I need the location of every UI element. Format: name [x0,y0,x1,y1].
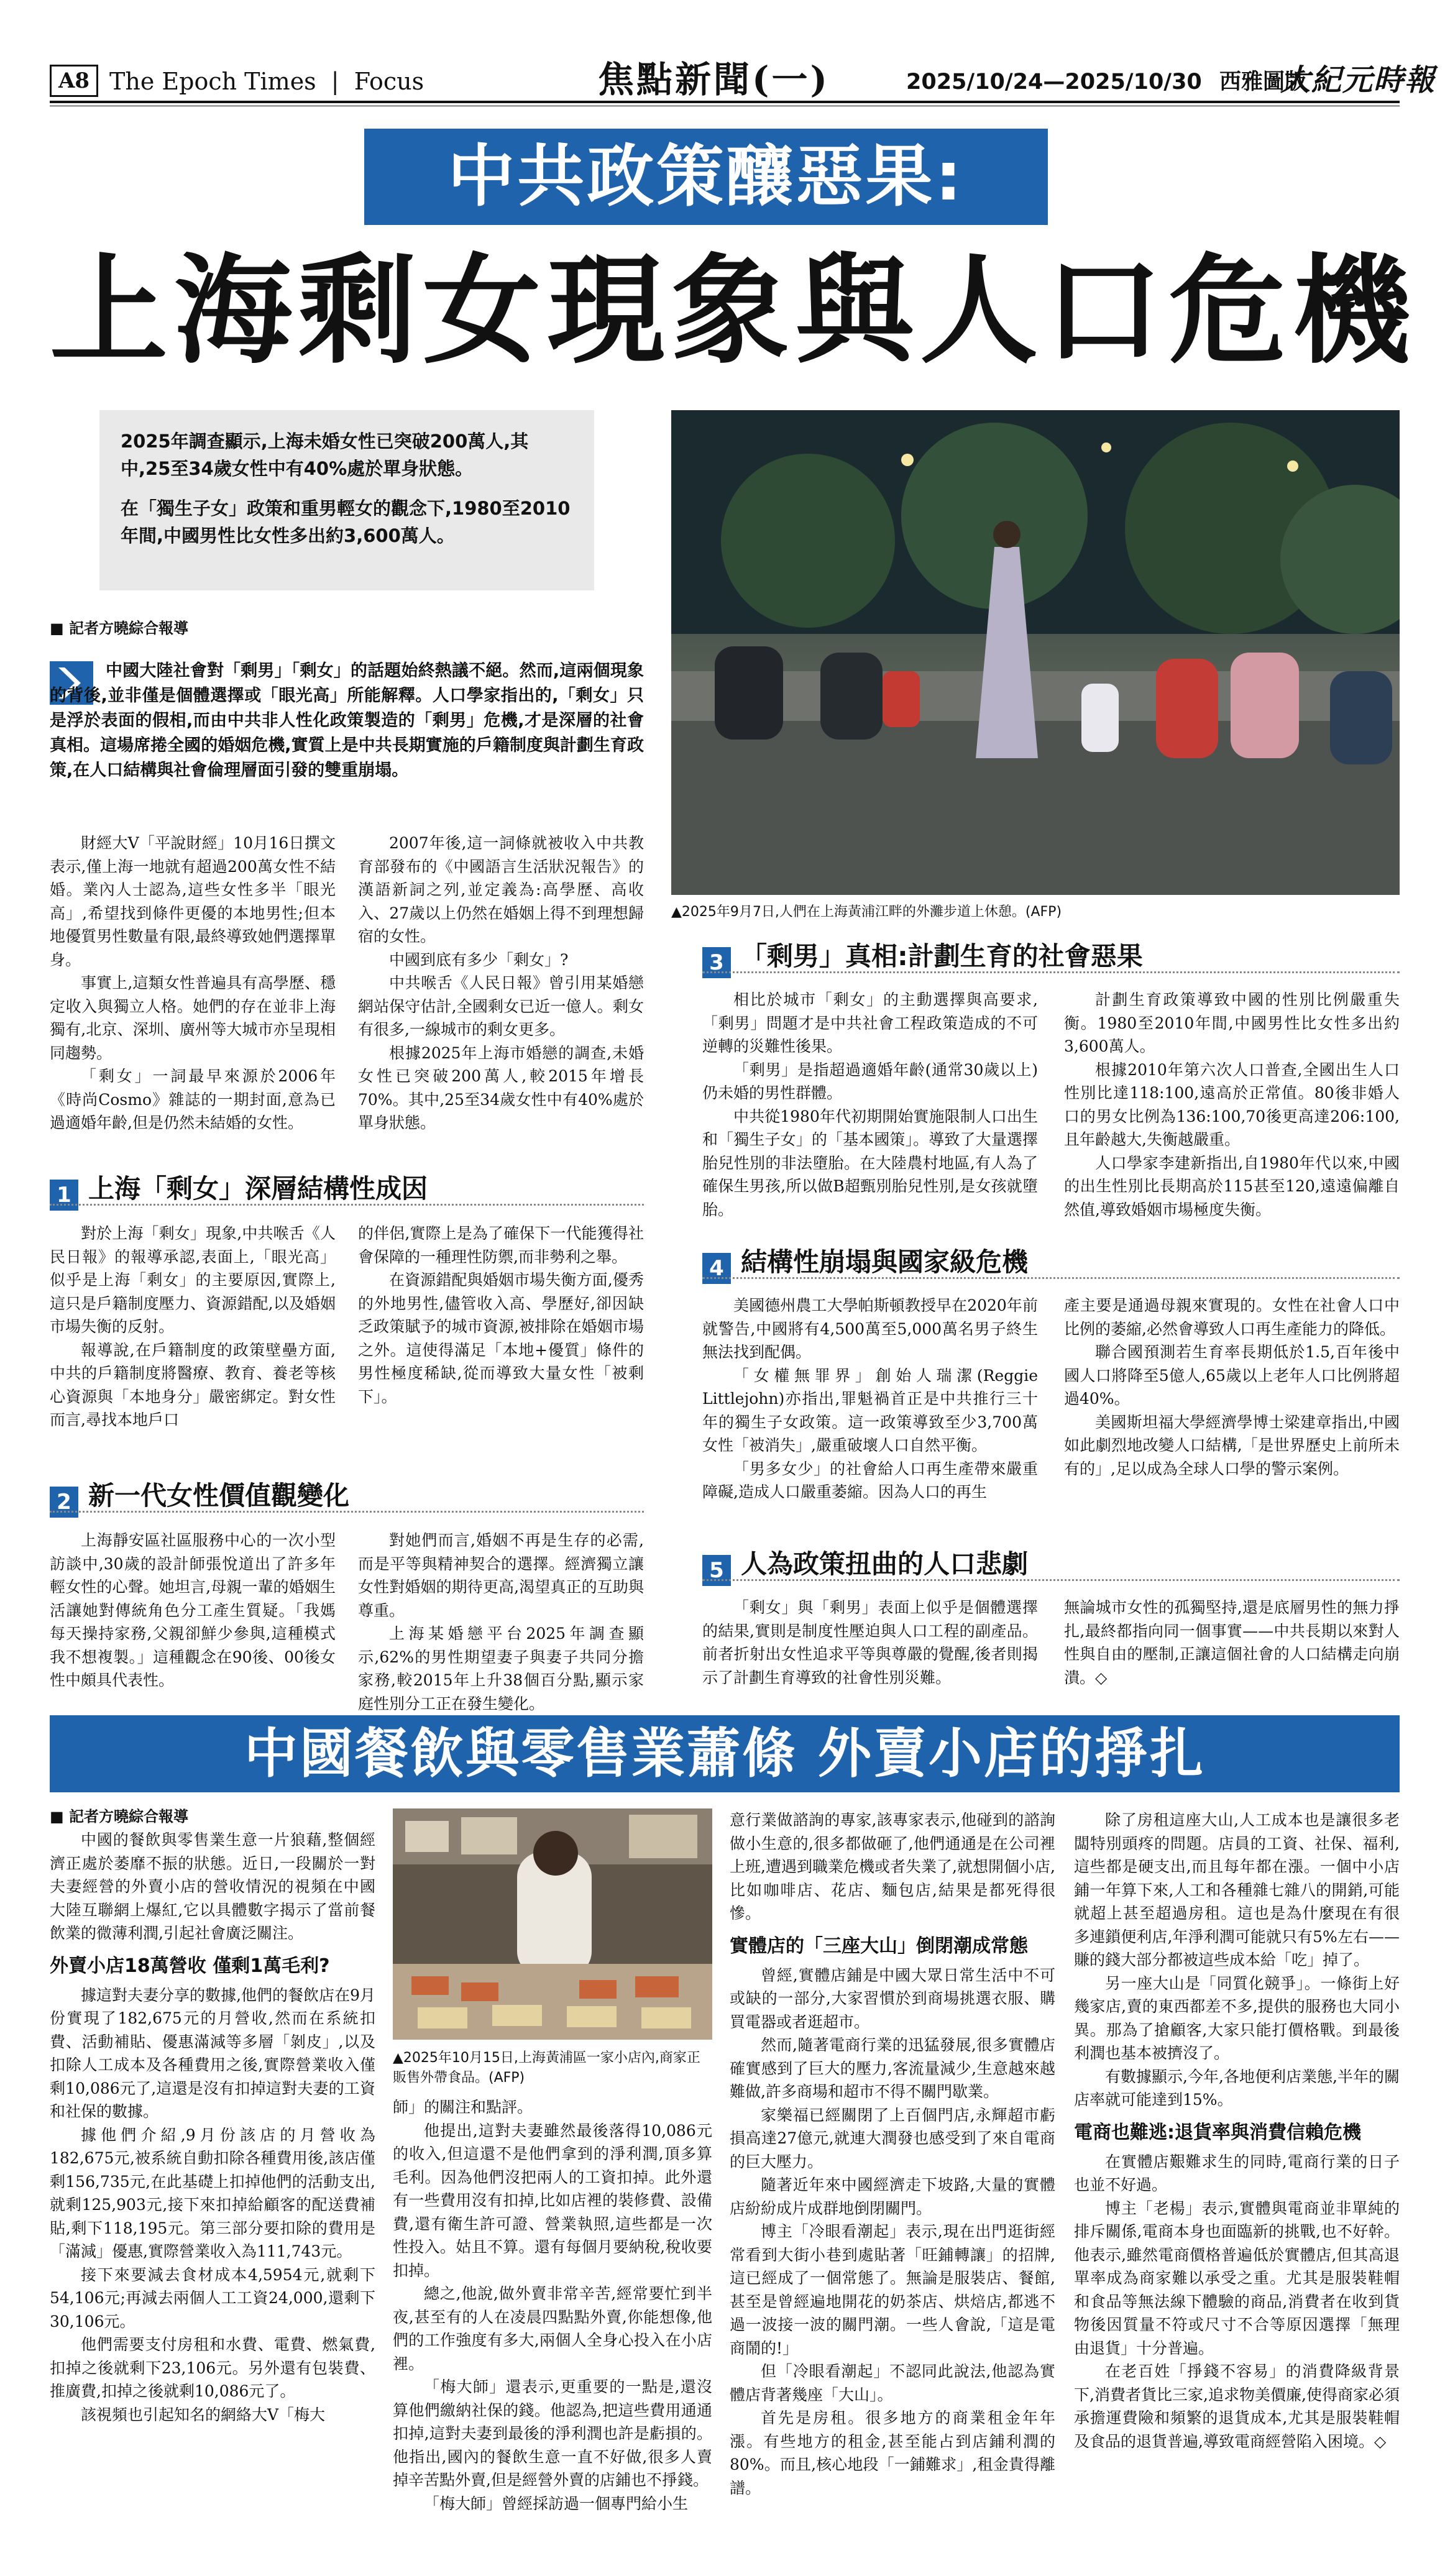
story2-banner [50,1715,1400,1792]
story1-photo-caption: ▲2025年9月7日,人們在上海黃浦江畔的外灘步道上休憩。(AFP) [671,904,1062,920]
story2-photo-caption: ▲2025年10月15日,上海黃浦區一家小店內,商家正販售外帶食品。(AFP) [393,2050,700,2086]
masthead-rule [50,101,1400,103]
section-3-heading [702,940,1400,977]
paragraph: 然而,隨著電商行業的迅猛發展,很多實體店確實感到了巨大的壓力,客流量減少,生意越來越難做,許多商場和超市不得不關門歇業。 [730,2036,1055,2101]
section-5-column-1 [702,1596,1038,1689]
paragraph: 他們需要支付房租和水費、電費、燃氣費,扣掉之後就剩下23,106元。另外還有包裝費、推廣費,扣掉之後就剩10,086元了。 [50,2335,375,2400]
paragraph: 據這對夫妻分享的數據,他們的餐飲店在9月份實現了182,675元的月營收,然而在系統扣費、活動補貼、優惠滿減等多層「剝皮」,以及扣除人工成本及各種費用之後,實際營業收入僅剩10,086元了,這還是沒有扣掉這對夫妻的工資和社保的數據。 [50,1986,375,2120]
paragraph: 對她們而言,婚姻不再是生存的必需,而是平等與精神契合的選擇。經濟獨立讓女性對婚姻的期待更高,渴望真正的互助與尊重。 [358,1531,644,1620]
photo-illustration [393,1808,712,2040]
section-3-column-2 [1064,988,1400,1221]
paragraph: 事實上,這類女性普遍具有高學歷、穩定收入與獨立人格。她們的存在並非上海獨有,北京、深圳、廣州等大城市亦呈現相同趨勢。 [50,974,336,1062]
paragraph: 在資源錯配與婚姻市場失衡方面,優秀的外地男性,儘管收入高、學歷好,卻因缺乏政策賦予的城市資源,被排除在婚姻市場之外。這使得滿足「本地+優質」條件的男性極度稀缺,從而導致大量女性「被剩下」。 [358,1271,644,1406]
paper-name: The Epoch Times [109,68,316,95]
section-5-heading [702,1547,1400,1585]
paragraph: 他提出,這對夫妻雖然最後落得10,086元的收入,但這還不是他們拿到的淨利潤,頂多算毛利。因為他們沒把兩人的工資扣掉。此外還有一些費用沒有扣掉,比如店裡的裝修費、設備費,還有衛生許可證、營業執照,這些都是一次性投入。姑且不算。還有每個月要納稅,稅收要扣掉。 [393,2121,712,2280]
paragraph: 根據2010年第六次人口普查,全國出生人口性別比達118:100,遠高於正常值。80後非婚人口的男女比例為136:100,70後更高達206:100,且年齡越大,失衡越嚴重。 [1064,1060,1400,1148]
paragraph: 產主要是通過母親來實現的。女性在社會人口中比例的萎縮,必然會導致人口再生產能力的降低。 [1064,1296,1400,1338]
paragraph: 「剩男」是指超過適婚年齡(通常30歲以上)仍未婚的男性群體。 [702,1060,1038,1102]
section-title: 上海「剩女」深層結構性成因 [88,1173,434,1204]
paragraph: 「男多女少」的社會給人口再生產帶來嚴重障礙,造成人口嚴重萎縮。因為人口的再生 [702,1459,1038,1501]
paragraph: 中共喉舌《人民日報》曾引用某婚戀網站保守估計,全國剩女已近一億人。剩女有很多,一線城市的剩女更多。 [358,974,644,1038]
story2-photo [393,1808,712,2040]
paragraph: 意行業做諮詢的專家,該專家表示,他碰到的諮詢做小生意的,很多都做砸了,他們通通是在公司裡上班,遭遇到職業危機或者失業了,就想開個小店,比如咖啡店、花店、麵包店,結果是都死得很慘。 [730,1811,1055,1922]
section-4-heading [702,1245,1400,1283]
section-title: 結構性崩塌與國家級危機 [741,1247,1034,1277]
section-2-column-2 [358,1529,644,1715]
section-number: 4 [702,1253,731,1284]
subheading: 外賣小店18萬營收 僅剩1萬毛利? [50,1955,330,1977]
paragraph: 在實體店艱難求生的同時,電商行業的日子也並不好過。 [1074,2152,1400,2194]
paragraph: 「梅大師」還表示,更重要的一點是,還沒算他們繳納社保的錢。他認為,把這些費用通通扣掉,這對夫妻到最後的淨利潤也許是虧損的。他指出,國內的餐飲生意一直不好做,很多人賣掉辛苦點外賣,但是經營外賣的店鋪也不掙錢。 [393,2378,712,2489]
section-4-column-1 [702,1294,1038,1504]
paragraph: 美國德州農工大學帕斯頓教授早在2020年前就警告,中國將有4,500萬至5,000萬名男子終生無法找到配偶。 [702,1296,1038,1361]
section-1-column-2 [358,1222,644,1408]
paragraph: 據他們介紹,9月份該店的月營收為182,675元,被系統自動扣除各種費用後,該店僅剩156,735元,在此基礎上扣掉他們的活動支出,就剩125,903元,接下來扣掉給顧客的配送費補貼,剩下118,195元。第三部分要扣除的費用是「滿減」優惠,實際營業收入為111,743元。 [50,2125,375,2260]
section-title: 人為政策扭曲的人口悲劇 [741,1549,1034,1579]
section-title: 新一代女性價值觀變化 [88,1480,356,1511]
story2-column-1 [50,1828,375,2426]
section-number: 5 [702,1555,731,1586]
story1-photo [671,410,1400,895]
paragraph: 有數據顯示,今年,各地便利店業態,半年的關店率就可能達到15%。 [1074,2067,1400,2109]
issue-dates: 2025/10/24—2025/10/30 [906,70,1202,94]
story2-column-2 [393,2096,712,2515]
paragraph: 博主「冷眼看潮起」表示,現在出門逛街經常看到大街小巷到處貼著「旺鋪轉讓」的招牌,這已經成了一個常態了。無論是服裝店、餐館,甚至是曾經遍地開花的奶茶店、烘焙店,都逃不過一波接一波的關門潮。一些人會說,「這是電商鬧的!」 [730,2222,1055,2357]
section-name-zh: 焦點新聞(一) [598,58,830,101]
paragraph: 該視頻也引起知名的網絡大V「梅大 [81,2405,326,2424]
paragraph: 隨著近年來中國經濟走下坡路,大量的實體店紛紛成片成群地倒閉關門。 [730,2176,1055,2217]
subheading: 電商也難逃:退貨率與消費信賴危機 [1074,2121,1361,2143]
section-number: 3 [702,947,731,978]
paragraph: 除了房租這座大山,人工成本也是讓很多老闆特別頭疼的問題。店員的工資、社保、福利,這些都是硬支出,而且每年都在漲。一個中小店鋪一年算下來,人工和各種雜七雜八的開銷,可能就超上甚至超過房租。這也是為什麼現在有很多連鎖便利店,年淨利潤可能就只有5%左右——賺的錢大部分都被這些成本給「吃」掉了。 [1074,1811,1400,1969]
paragraph: 首先是房租。很多地方的商業租金年年漲。有些地方的租金,甚至能占到店鋪利潤的80%。而且,核心地段「一鋪難求」,租金貴得離譜。 [730,2409,1055,2497]
paragraph: 美國斯坦福大學經濟學博士梁建章指出,中國如此劇烈地改變人口結構,「是世界歷史上前所未有的」,足以成為全球人口學的警示案例。 [1064,1413,1400,1478]
paragraph: 計劃生育政策導致中國的性別比例嚴重失衡。1980至2010年間,中國男性比女性多出約3,600萬人。 [1064,991,1400,1055]
paragraph: 人口學家李建新指出,自1980年代以來,中國的出生性別比長期高於115甚至120,遠遠偏離自然值,導致婚姻市場極度失衡。 [1064,1153,1400,1219]
kicker-banner [364,129,1048,225]
paragraph: 博主「老楊」表示,實體與電商並非單純的排斥關係,電商本身也面臨新的挑戰,也不好幹。他表示,雖然電商價格普遍低於實體店,但其高退單率成為商家難以承受之重。尤其是服裝鞋帽和食品等無法線下體驗的商品,消費者在收到貨物後因質量不符或尺寸不合等原因選擇「無理由退貨」十分普遍。 [1074,2199,1400,2357]
paragraph: 聯合國預測若生育率長期低於1.5,百年後中國人口將降至5億人,65歲以上老年人口比例將超過40%。 [1064,1343,1400,1408]
summary-point-2: 在「獨生子女」政策和重男輕女的觀念下,1980至2010年間,中國男性比女性多出約3,600萬人。 [121,498,571,546]
story2-byline: ■ 記者方曉綜合報導 [50,1808,189,1825]
paragraph: 家樂福已經關閉了上百個門店,永輝超市虧損高達27億元,就連大潤發也感受到了來自電商的巨大壓力。 [730,2106,1055,2171]
story2-column-4 [1074,1808,1400,2453]
paragraph: 中國到底有多少「剩女」? [389,950,569,969]
section-2-column-1 [50,1529,336,1692]
paragraph: 上海靜安區社區服務中心的一次小型訪談中,30歲的設計師張悅道出了許多年輕女性的心聲。她坦言,母親一輩的婚姻生活讓她對傳統角色分工產生質疑。「我媽每天操持家務,父親卻鮮少參與,這種模式我不想複製。」這種觀念在90後、00後女性中頗具代表性。 [50,1531,336,1689]
paragraph: 根據2025年上海市婚戀的調查,未婚女性已突破200萬人,較2015年增長70%。其中,25至34歲女性中有40%處於單身狀態。 [358,1043,644,1132]
paragraph: 但「冷眼看潮起」不認同此說法,他認為實體店背著幾座「大山」。 [730,2362,1055,2404]
edition: 西雅圖版 [1219,70,1306,94]
section-5-column-2 [1064,1596,1400,1689]
paragraph: 「剩女」與「剩男」表面上似乎是個體選擇的結果,實則是制度性壓迫與人口工程的副產品。前者折射出女性追求平等與尊嚴的覺醒,後者則揭示了計劃生育導致的社會性別災難。 [702,1598,1038,1687]
paragraph: 中國的餐飲與零售業生意一片狼藉,整個經濟正處於萎靡不振的狀態。近日,一段關於一對夫妻經營的外賣小店的營收情況的視頻在中國大陸互聯網上爆紅,它以具體數字揭示了當前餐飲業的微薄利潤,引起社會廣泛關注。 [50,1831,375,1942]
summary-point-1: 2025年調查顯示,上海未婚女性已突破200萬人,其中,25至34歲女性中有40%處於單身狀態。 [121,431,529,479]
masthead: A8 The Epoch Times | Focus 焦點新聞(一) 2025/10/24—2025/10/30 西雅圖版 大紀元時報 [50,60,1400,101]
intro-column-2 [358,832,644,1135]
newspaper-logo: 大紀元時報 [1280,63,1436,98]
page-number: A8 [50,65,98,97]
paragraph: 曾經,實體店鋪是中國大眾日常生活中不可或缺的一部分,大家習慣於到商場挑選衣服、購買電器或者逛超市。 [730,1966,1055,2031]
story1-lead: 中國大陸社會對「剩男」「剩女」的話題始終熱議不絕。然而,這兩個現象的背後,並非僅是個體選擇或「眼光高」所能解釋。人口學家指出的,「剩女」只是浮於表面的假相,而由中共非人性化政策製造的「剩男」危機,才是深層的社會真相。這場席捲全國的婚姻危機,實質上是中共長期實施的戶籍制度與計劃生育政策,在人口結構與社會倫理層面引發的雙重崩塌。 [50,661,644,780]
subheading: 實體店的「三座大山」倒閉潮成常態 [730,1935,1028,1957]
paragraph: 報導說,在戶籍制度的政策壁壘方面,中共的戶籍制度將醫療、教育、養老等核心資源與「本地身分」嚴密綁定。對女性而言,尋找本地戶口 [50,1341,336,1429]
section-name-en: Focus [354,68,424,95]
section-4-column-2 [1064,1294,1400,1480]
kicker-text: 中共政策釀惡果: [447,138,965,216]
paragraph: 對於上海「剩女」現象,中共喉舌《人民日報》的報導承認,表面上,「眼光高」似乎是上海「剩女」的主要原因,實際上,這只是戶籍制度壓力、資源錯配,以及婚姻市場失衡的反射。 [50,1224,336,1336]
section-number: 2 [50,1487,78,1518]
story1-byline: ■ 記者方曉綜合報導 [50,620,189,637]
paragraph: 另一座大山是「同質化競爭」。一條街上好幾家店,賣的東西都差不多,提供的服務也大同小異。那為了搶顧客,大家只能打價格戰。到最後利潤也基本被擠沒了。 [1074,1974,1400,2062]
section-1-column-1 [50,1222,336,1432]
paragraph: 總之,他說,做外賣非常辛苦,經常要忙到半夜,甚至有的人在凌晨四點點外賣,你能想像,他們的工作強度有多大,兩個人全身心投入在小店裡。 [393,2285,712,2373]
story1-headline: 上海剩女現象與人口危機 [50,241,1418,380]
story2-column-3 [730,1808,1055,2500]
paragraph: 2007年後,這一詞條就被收入中共教育部發布的《中國語言生活狀況報告》的漢語新詞之列,並定義為:高學歷、高收入、27歲以上仍然在婚姻上得不到理想歸宿的女性。 [358,834,644,945]
paragraph: 師」的關注和點評。 [393,2098,533,2116]
intro-column-1 [50,832,336,1135]
section-2-heading [50,1479,644,1516]
paragraph: 「剩女」一詞最早來源於2006年《時尚Cosmo》雜誌的一期封面,意為已過適婚年齡,但是仍然未結婚的女性。 [50,1067,336,1132]
paragraph: 在老百姓「掙錢不容易」的消費降級背景下,消費者貨比三家,追求物美價廉,使得商家必須承擔運費險和頻繁的退貨成本,尤其是服裝鞋帽及食品的退貨普遍,導致電商經營陷入困境。◇ [1074,2362,1400,2450]
paragraph: 中共從1980年代初期開始實施限制人口出生和「獨生子女」的「基本國策」。導致了大量選擇胎兒性別的非法墮胎。在大陸農村地區,有人為了確保生男孩,所以做B超甄別胎兒性別,是女孩就墮胎。 [702,1107,1038,1219]
section-title: 「剩男」真相:計劃生育的社會惡果 [741,941,1149,971]
section-1-heading [50,1172,644,1209]
paragraph: 「梅大師」曾經採訪過一個專門給小生 [424,2494,689,2513]
paragraph: 接下來要減去食材成本4,5954元,就剩下54,106元;再減去兩個人工工資24,000,還剩下30,106元。 [50,2265,375,2331]
paragraph: 相比於城市「剩女」的主動選擇與高要求,「剩男」問題才是中共社會工程政策造成的不可逆轉的災難性後果。 [702,991,1038,1055]
paragraph: 財經大V「平說財經」10月16日撰文表示,僅上海一地就有超過200萬女性不結婚。業內人士認為,這些女性多半「眼光高」,希望找到條件更優的本地男性;但本地優質男性數量有限,最終導致她們選擇單身。 [50,834,336,969]
paragraph: 無論城市女性的孤獨堅持,還是底層男性的無力掙扎,最終都指向同一個事實——中共長期以來對人性與自由的壓制,正讓這個社會的人口結構走向崩潰。◇ [1064,1598,1400,1687]
paragraph: 上海某婚戀平台2025年調查顯示,62%的男性期望妻子與妻子共同分擔家務,較2015年上升38個百分點,顯示家庭性別分工正在發生變化。 [358,1625,644,1713]
summary-box [99,410,594,590]
paragraph: 的伴侶,實際上是為了確保下一代能獲得社會保障的一種理性防禦,而非勢利之舉。 [358,1224,644,1266]
section-3-column-1 [702,988,1038,1221]
section-number: 1 [50,1180,78,1211]
photo-illustration [671,410,1400,895]
story2-headline: 中國餐飲與零售業蕭條 外賣小店的掙扎 [244,1723,1205,1785]
paragraph: 「女權無罪界」創始人瑞潔(Reggie Littlejohn)亦指出,罪魁禍首正是中共推行三十年的獨生子女政策。這一政策導致至少3,700萬女性「被消失」,嚴重破壞人口自然平衡。 [702,1366,1038,1454]
